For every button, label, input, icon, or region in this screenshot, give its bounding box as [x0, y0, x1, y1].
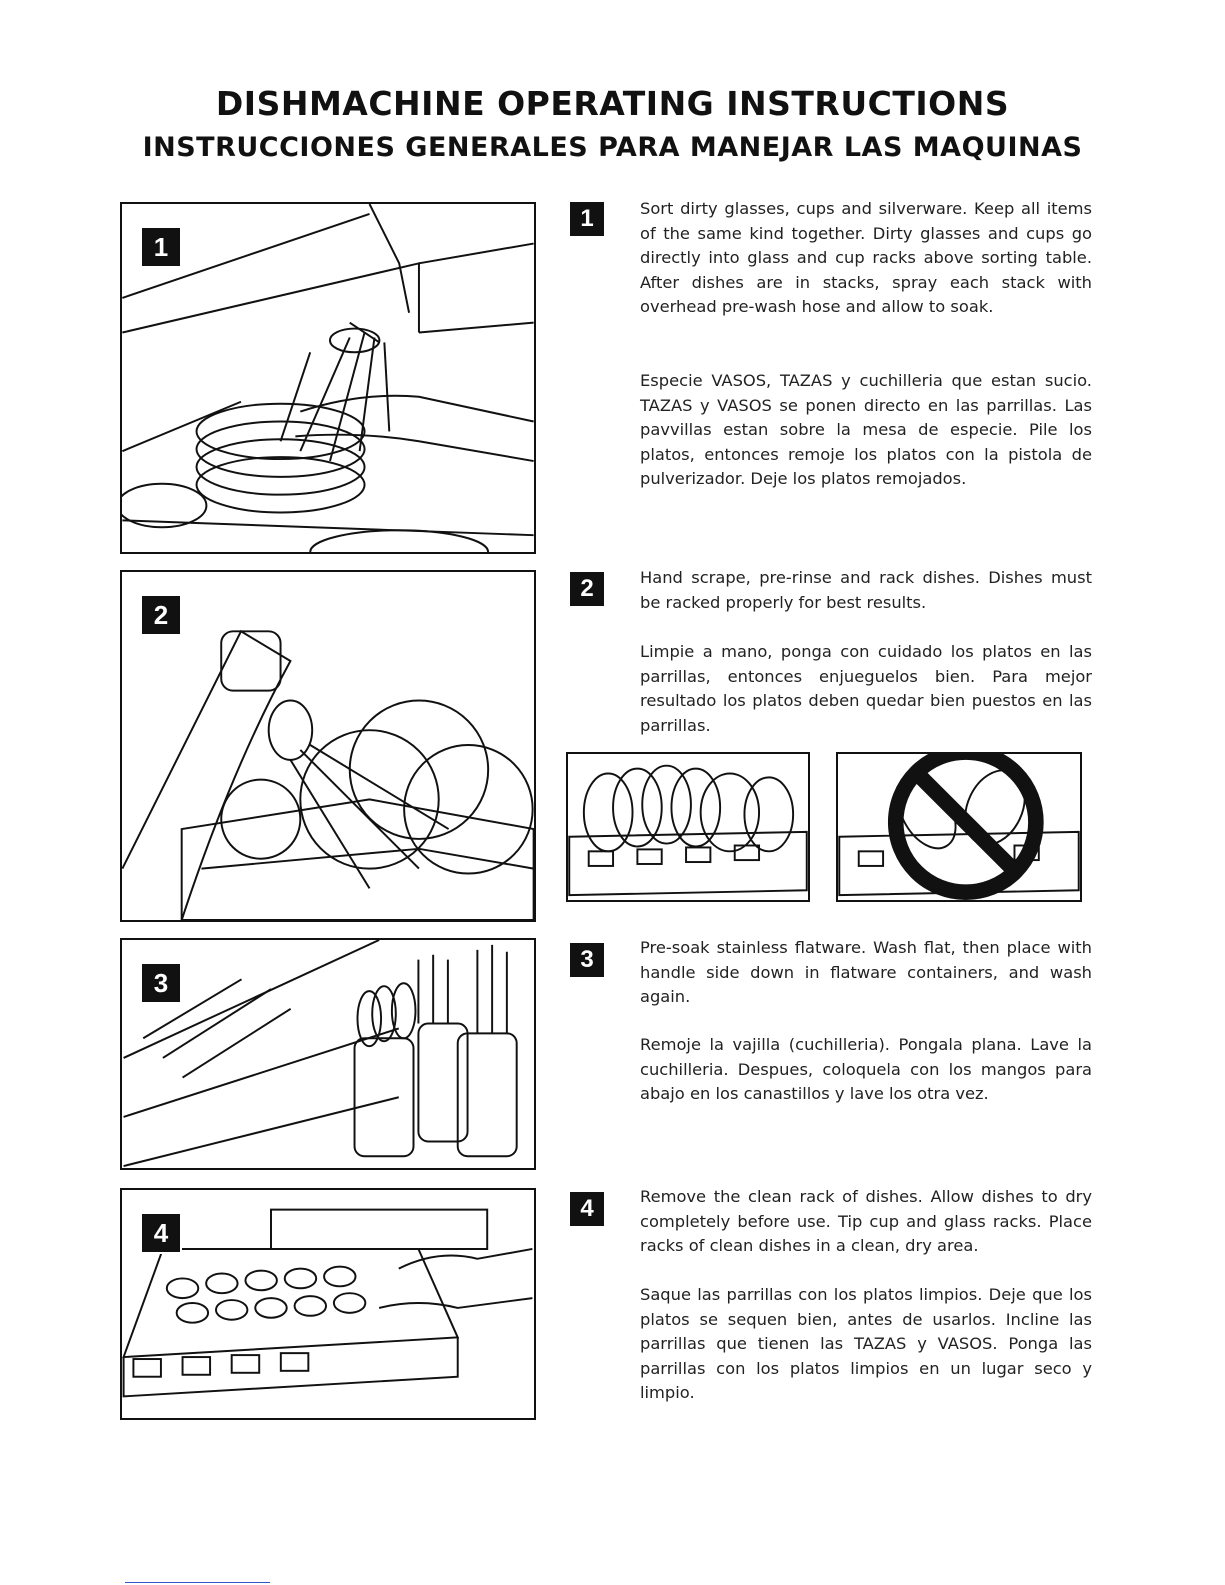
step-4-illustration-badge: 4: [140, 1212, 182, 1254]
step-4-badge: 4: [570, 1192, 604, 1226]
correct-rack-image: [566, 752, 810, 902]
step-1-illustration: [120, 202, 536, 554]
step-2-english-text: Hand scrape, pre-rinse and rack dishes. Dishes must be racked properly for best results.: [640, 568, 1092, 612]
step-1-spanish-text: Especie VASOS, TAZAS y cuchilleria que estan sucio. TAZAS y VASOS se ponen directo en las parrillas. Las pavvillas estan sobre la mesa de especie. Pile los platos, entonces remoje los platos con la pistola de pulverizador. Deje los platos remojados.: [640, 371, 1092, 488]
step-3-english-text: Pre-soak stainless flatware. Wash flat, then place with handle side down in flatware containers, and wash again.: [640, 938, 1092, 1006]
step-3-illustration: [120, 938, 536, 1170]
step-4-illustration: [120, 1188, 536, 1420]
step-2-illustration: [120, 570, 536, 922]
step-3-spanish-text: Remoje la vajilla (cuchilleria). Pongala plana. Lave la cuchilleria. Despues, coloquela con los mangos para abajo en los canastillos y lave los otra vez.: [640, 1035, 1092, 1103]
step-4-spanish-text: Saque las parrillas con los platos limpios. Deje que los platos se sequen bien, antes de usarlos. Incline las parrillas que tienen las TAZAS y VASOS. Ponga las parrillas con los platos limpios en un lugar seco y limpio.: [640, 1285, 1092, 1402]
flatware-containers-icon: [122, 940, 534, 1168]
step-1-english-text: Sort dirty glasses, cups and silverware. Keep all items of the same kind together. Dirty glasses and cups go directly into glass and cup racks above sorting table. After dishes are in stacks, spray each stack with overhead pre-wash hose and allow to soak.: [640, 199, 1092, 316]
page-subtitle: INSTRUCCIONES GENERALES PARA MANEJAR LAS MAQUINAS: [142, 132, 1083, 163]
step-3-illustration-badge: 3: [140, 962, 182, 1004]
step-2-badge: 2: [570, 572, 604, 606]
step-1-illustration-badge: 1: [140, 226, 182, 268]
page-title: DISHMACHINE OPERATING INSTRUCTIONS: [215, 84, 1010, 123]
step-4-english-text: Remove the clean rack of dishes. Allow dishes to dry completely before use. Tip cup and glass racks. Place racks of clean dishes in a clean, dry area.: [640, 1187, 1092, 1255]
step-1-badge: 1: [570, 202, 604, 236]
clean-rack-remove-icon: [122, 1190, 534, 1418]
prewash-spray-icon: [122, 204, 534, 552]
step-2-spanish-text: Limpie a mano, ponga con cuidado los platos en las parrillas, entonces enjueguelos bien. Para mejor resultado los platos deben quedar bien puestos en las parrillas.: [640, 642, 1092, 735]
no-symbol-icon: [838, 754, 1080, 900]
incorrect-rack-image: [836, 752, 1082, 902]
footer-rule: [125, 1582, 270, 1583]
step-3-badge: 3: [570, 943, 604, 977]
proper-rack-icon: [568, 754, 808, 900]
dish-rack-rinse-icon: [122, 572, 534, 920]
step-2-illustration-badge: 2: [140, 594, 182, 636]
